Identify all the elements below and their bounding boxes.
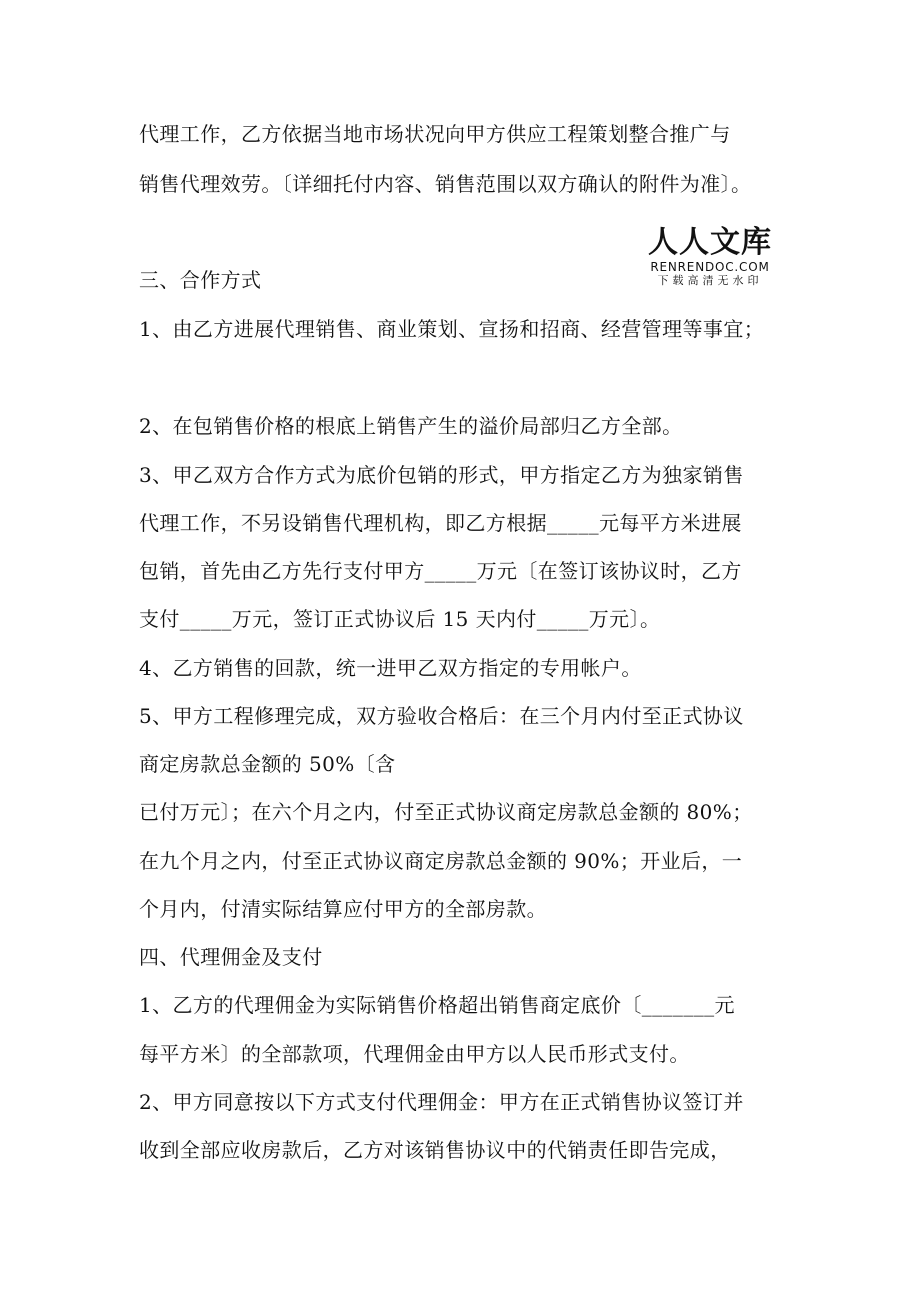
paragraph-line: 商定房款总金额的 50%〔含: [139, 752, 396, 776]
paragraph-line: 在九个月之内，付至正式协议商定房款总金额的 90%；开业后，一: [139, 849, 743, 873]
paragraph-line: 代理工作，乙方依据当地市场状况向甲方供应工程策划整合推广与: [139, 122, 731, 146]
watermark-tagline: 下载高清无水印: [657, 274, 763, 287]
paragraph-line: 1、乙方的代理佣金为实际销售价格超出销售商定底价〔_______元: [139, 993, 735, 1017]
paragraph-line: 代理工作，不另设销售代理机构，即乙方根据_____元每平方米进展: [139, 511, 742, 535]
paragraph-line: 收到全部应收房款后，乙方对该销售协议中的代销责任即告完成，: [139, 1138, 731, 1162]
paragraph-line: 支付_____万元，签订正式协议后 15 天内付_____万元〕。: [139, 607, 661, 631]
paragraph-line: 包销，首先由乙方先行支付甲方_____万元〔在签订该协议时，乙方: [139, 559, 742, 583]
section-heading: 三、合作方式: [139, 268, 262, 292]
section-heading: 四、代理佣金及支付: [139, 945, 323, 969]
paragraph-line: 销售代理效劳。〔详细托付内容、销售范围以双方确认的附件为准〕。: [139, 172, 752, 196]
watermark-domain: RENRENDOC.COM: [650, 260, 770, 274]
paragraph-line: 3、甲乙双方合作方式为底价包销的形式，甲方指定乙方为独家销售: [139, 463, 744, 487]
watermark-logo: [640, 226, 780, 288]
paragraph-line: 已付万元〕；在六个月之内，付至正式协议商定房款总金额的 80%；: [139, 800, 753, 824]
paragraph-line: 4、乙方销售的回款，统一进甲乙双方指定的专用帐户。: [139, 656, 642, 680]
paragraph-line: 5、甲方工程修理完成，双方验收合格后：在三个月内付至正式协议: [139, 704, 744, 728]
watermark-title: 人人文库: [648, 225, 772, 260]
paragraph-line: 1、由乙方进展代理销售、商业策划、宣扬和招商、经营管理等事宜；: [139, 317, 765, 341]
paragraph-line: 2、甲方同意按以下方式支付代理佣金：甲方在正式销售协议签订并: [139, 1090, 744, 1114]
paragraph-line: 每平方米〕的全部款项，代理佣金由甲方以人民币形式支付。: [139, 1042, 690, 1066]
paragraph-line: 2、在包销售价格的根底上销售产生的溢价局部归乙方全部。: [139, 414, 683, 438]
paragraph-line: 个月内，付清实际结算应付甲方的全部房款。: [139, 897, 547, 921]
